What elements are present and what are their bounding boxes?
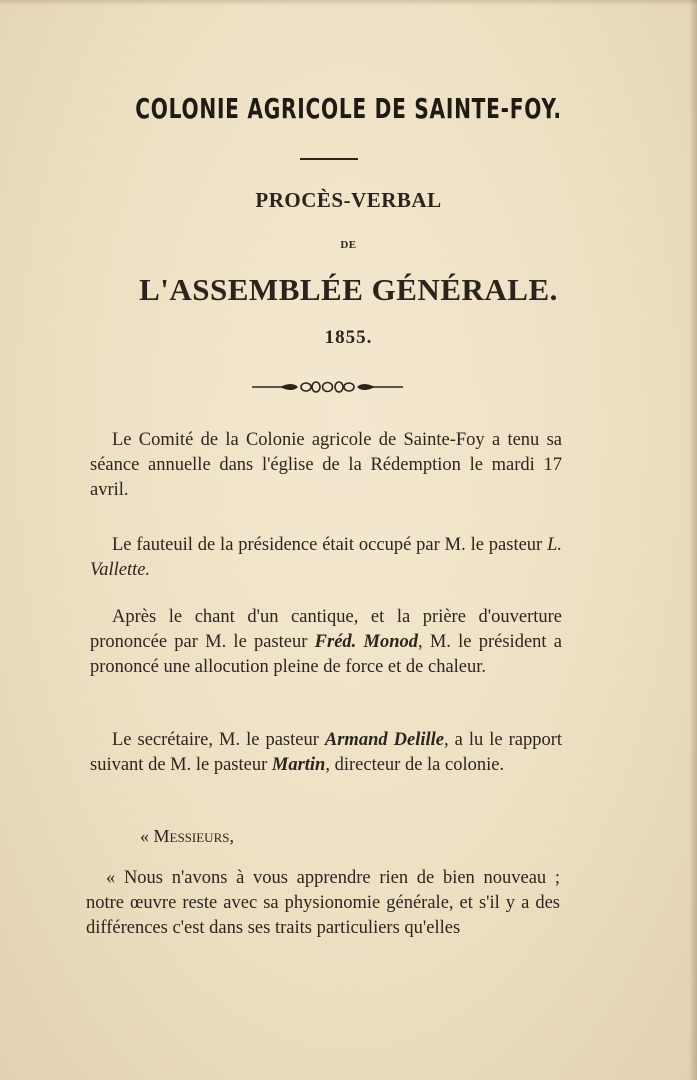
- page-edge-shadow: [689, 0, 697, 1080]
- pastor-monod-name: Fréd. Monod: [314, 632, 418, 652]
- paragraph-report-opening: « Nous n'avons à vous apprendre rien de bien nouveau ; notre œuvre reste avec sa physionomie générale, et s'il y a des différences c'est dans ses traits particuliers qu'elles: [86, 868, 560, 938]
- salutation-text: Messieurs,: [153, 826, 234, 846]
- paragraph-secretary-rest: , directeur de la colonie.: [325, 755, 505, 775]
- president-name: L. Vallette.: [90, 535, 562, 580]
- secretary-name: Armand Delille: [324, 730, 444, 750]
- ornament-divider: [250, 378, 405, 396]
- paragraph-opening: [90, 605, 562, 680]
- paragraph-presidency: [90, 533, 562, 583]
- paragraph-secretary-text: Le secrétaire, M. le pasteur: [112, 730, 325, 750]
- paragraph-secretary-mid: , a lu le rapport suivant de M. le pasteur: [90, 730, 563, 775]
- paragraph-opening-rest: , M. le président a prononcé une allocution pleine de force et de chaleur.: [90, 632, 562, 677]
- document-title: COLONIE AGRICOLE DE SAINTE-FOY.: [135, 92, 562, 125]
- paragraph-opening-text: Après le chant d'un cantique, et la prière d'ouverture prononcée par M. le pasteur: [90, 607, 562, 652]
- connector-word: DE: [340, 239, 357, 251]
- paragraph-secretary: [90, 728, 562, 778]
- salutation-quote: «: [140, 826, 154, 846]
- year-heading: 1855.: [324, 327, 373, 348]
- document-subtitle: PROCÈS-VERBAL: [255, 188, 442, 212]
- title-rule: [300, 158, 358, 160]
- report-salutation: [140, 826, 234, 847]
- assembly-title: L'ASSEMBLÉE GÉNÉRALE.: [139, 272, 558, 307]
- paragraph-presidency-text: Le fauteuil de la présidence était occupé par M. le pasteur: [112, 535, 548, 555]
- paragraph-session: Le Comité de la Colonie agricole de Sainte-Foy a tenu sa séance annuelle dans l'église de la Rédemption le mardi 17 avril.: [90, 430, 562, 500]
- page-top-shadow: [0, 0, 697, 6]
- director-name: Martin: [271, 755, 326, 775]
